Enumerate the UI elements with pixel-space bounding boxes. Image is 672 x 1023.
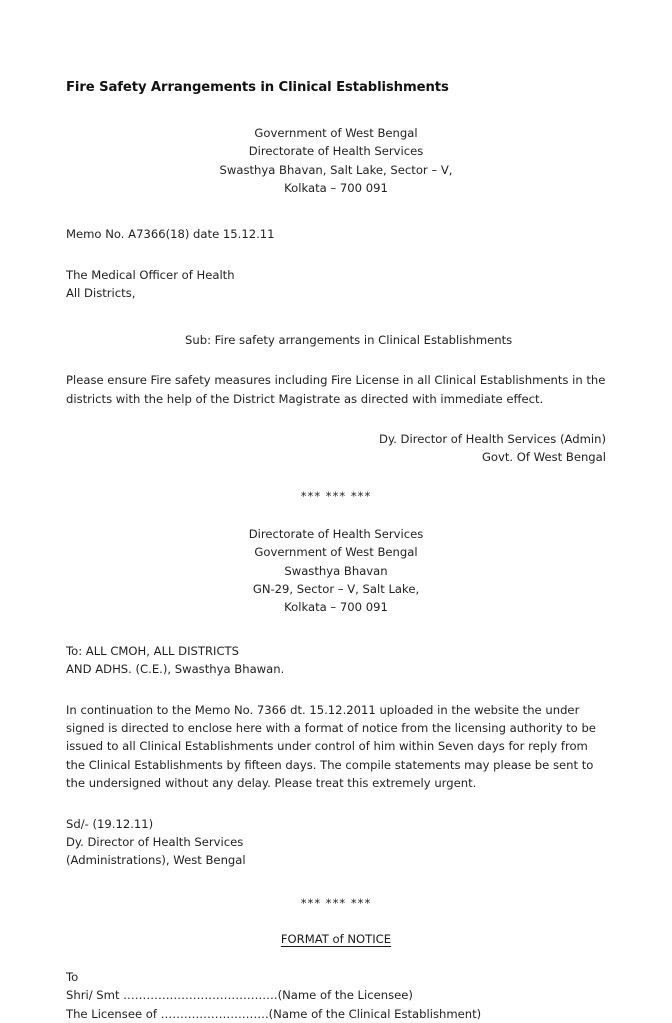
addressee-block	[66, 266, 606, 303]
body-paragraph-2: In continuation to the Memo No. 7366 dt. 15.12.2011 uploaded in the website the under signed is directed to enclose here with a format of notice from the licensing authority to be issued to all Clinical Establishments under control of him within Seven days for reply from the Clinical Establishments by fifteen days. The compile statements may please be sent to the undersigned without any delay. Please treat this extremely urgent.	[66, 702, 596, 791]
notice-line: To	[66, 969, 79, 984]
page-title: Fire Safety Arrangements in Clinical Establishments	[66, 80, 449, 95]
address-line: Government of West Bengal	[254, 125, 418, 140]
address-line: Swasthya Bhavan	[284, 563, 388, 578]
notice-fields-block	[66, 968, 606, 1023]
subject-line: Sub: Fire safety arrangements in Clinical Establishments	[185, 332, 513, 347]
recipient-line: To: ALL CMOH, ALL DISTRICTS	[66, 643, 239, 658]
format-of-notice-label: FORMAT of NOTICE	[280, 931, 392, 946]
notice-line: Shri/ Smt ………………………………….(Name of the Licensee)	[66, 988, 413, 1003]
signature-line: Sd/- (19.12.11)	[66, 816, 154, 831]
address-line: GN-29, Sector – V, Salt Lake,	[252, 581, 420, 596]
signature-line: (Administrations), West Bengal	[66, 853, 246, 868]
signature-block-2	[66, 815, 606, 870]
address-line: Kolkata – 700 091	[284, 181, 388, 196]
addressee-line: The Medical Officer of Health	[66, 267, 235, 282]
recipients-block	[66, 642, 606, 679]
signature-line: Dy. Director of Health Services	[66, 835, 244, 849]
address-line: Government of West Bengal	[254, 545, 418, 560]
recipient-line: AND ADHS. (C.E.), Swasthya Bhawan.	[66, 662, 285, 677]
notice-line: The Licensee of ……………………….(Name of the Clinical Establishment)	[66, 1006, 482, 1021]
memo-number-line: Memo No. A7366(18) date 15.12.11	[66, 227, 275, 242]
signature-line: Dy. Director of Health Services (Admin)	[379, 431, 606, 446]
address-line: Directorate of Health Services	[248, 144, 424, 159]
address-line: Directorate of Health Services	[248, 526, 424, 541]
format-of-notice-heading	[66, 932, 606, 946]
address-line: Swasthya Bhavan, Salt Lake, Sector – V,	[219, 162, 453, 177]
address-line: Kolkata – 700 091	[284, 600, 388, 615]
body-paragraph-1: Please ensure Fire safety measures including Fire License in all Clinical Establishments in the districts with the help of the District Magistrate as directed with immediate effect.	[66, 373, 606, 406]
separator-asterisks: *** *** ***	[300, 488, 372, 503]
header-address-block-2	[66, 525, 606, 617]
signature-block-1	[66, 430, 606, 467]
signature-line: Govt. Of West Bengal	[481, 450, 606, 465]
addressee-line: All Districts,	[66, 286, 136, 301]
header-address-block-1	[66, 124, 606, 198]
separator-asterisks: *** *** ***	[300, 895, 372, 910]
